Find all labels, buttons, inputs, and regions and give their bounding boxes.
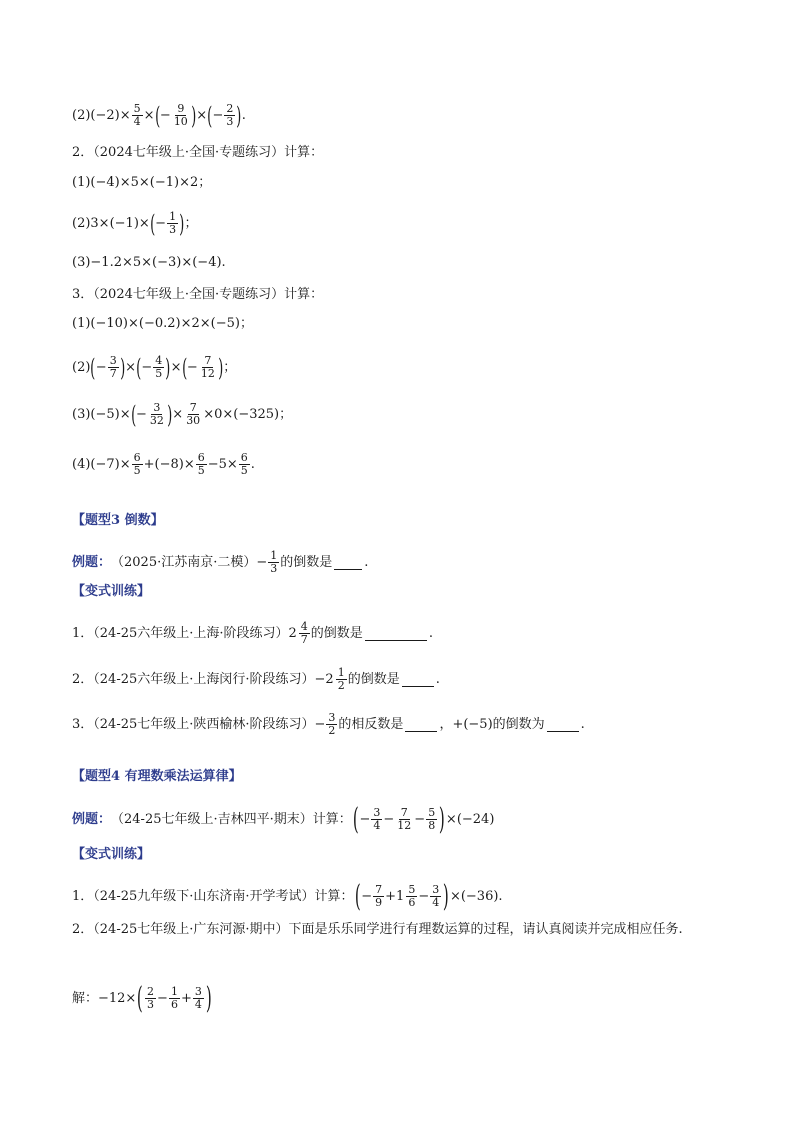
fraction xyxy=(224,103,235,128)
denominator: 4 xyxy=(373,819,381,832)
denominator: 30 xyxy=(186,414,201,427)
minus-sign: − xyxy=(95,359,107,375)
answer-blank[interactable] xyxy=(365,626,427,641)
numerator: 3 xyxy=(194,985,202,998)
plus-sign: + xyxy=(385,888,397,904)
denominator: 12 xyxy=(397,819,412,832)
question-3-title: 3．（2024七年级上·全国·专题练习）计算： xyxy=(72,287,324,302)
numerator: 2 xyxy=(226,102,234,115)
fraction xyxy=(108,355,119,380)
part-label: (2) xyxy=(72,359,91,375)
whole-part: −2 xyxy=(314,671,334,687)
left-paren: ( xyxy=(137,980,144,1016)
question-source: 2．（24-25六年级上·上海闵行·阶段练习） xyxy=(72,671,315,687)
period: . xyxy=(580,716,585,732)
fraction xyxy=(145,986,156,1011)
expr-tail: ×0×(−325)； xyxy=(203,406,293,422)
mixed-number xyxy=(396,884,418,909)
times-sign: × xyxy=(125,359,136,375)
minus-sign: − xyxy=(159,107,171,123)
fraction xyxy=(299,621,310,646)
times-sign: × xyxy=(170,359,182,375)
question-3-part-2 xyxy=(72,355,734,380)
period: . xyxy=(428,625,433,641)
denominator: 2 xyxy=(337,679,345,692)
answer-blank[interactable] xyxy=(402,672,434,687)
right-paren: ) xyxy=(205,980,212,1016)
numerator: 4 xyxy=(155,354,163,367)
period: . xyxy=(241,107,246,123)
numerator: 6 xyxy=(197,451,205,464)
fraction xyxy=(199,355,217,380)
section-3-variant-heading: 【变式训练】 xyxy=(72,584,151,599)
fraction xyxy=(406,884,417,909)
numerator: 9 xyxy=(177,102,185,115)
question-2-title: 2．（2024七年级上·全国·专题练习）计算： xyxy=(72,145,324,160)
minus-sign: − xyxy=(314,716,326,732)
period: . xyxy=(250,456,255,472)
denominator: 10 xyxy=(173,115,188,128)
section-3-variant-2 xyxy=(72,667,734,692)
numerator: 1 xyxy=(337,666,345,679)
left-paren: ( xyxy=(136,353,142,382)
denominator: 6 xyxy=(170,998,178,1011)
question-2-part-3: (3)−1.2×5×(−3)×(−4). xyxy=(72,255,226,270)
numerator: 4 xyxy=(300,620,308,633)
expr-prefix: (3)(−5)× xyxy=(72,406,131,422)
question-3-part-3 xyxy=(72,402,734,427)
question-text: 的相反数是 xyxy=(338,716,404,732)
question-source: 1．（24-25六年级上·上海·阶段练习） xyxy=(72,625,289,641)
left-paren: ( xyxy=(130,400,136,429)
denominator: 12 xyxy=(200,367,215,380)
example-label: 例题： xyxy=(72,811,112,827)
question-source: 1．（24-25九年级下·山东济南·开学考试）计算： xyxy=(72,888,354,904)
numerator: 3 xyxy=(109,354,117,367)
plus-sign: + xyxy=(180,990,192,1006)
expr-prefix: (2)3×(−1)× xyxy=(72,215,150,231)
example-source: （24-25七年级上·吉林四平·期末）计算： xyxy=(111,811,352,827)
numerator: 7 xyxy=(400,806,408,819)
fraction xyxy=(239,452,250,477)
fraction xyxy=(426,807,437,832)
numerator: 3 xyxy=(328,711,336,724)
fraction xyxy=(132,103,143,128)
numerator: 2 xyxy=(147,985,155,998)
times-sign: × xyxy=(143,107,155,123)
fraction xyxy=(184,402,202,427)
section-4-variant-2: 2．（24-25七年级上·广东河源·期中）下面是乐乐同学进行有理数运算的过程，请认真阅读并完成相应任务. xyxy=(72,922,683,937)
fraction xyxy=(336,667,347,692)
mixed-number xyxy=(315,667,348,692)
minus-sign: − xyxy=(418,888,430,904)
section-4-example xyxy=(72,801,734,837)
fraction xyxy=(326,712,337,737)
question-text: 的倒数是 xyxy=(310,625,363,641)
right-paren: ) xyxy=(179,209,185,238)
question-source: 3．（24-25七年级上·陕西榆林·阶段练习） xyxy=(72,716,315,732)
numerator: 3 xyxy=(153,401,161,414)
right-paren: ) xyxy=(165,353,171,382)
numerator: 5 xyxy=(408,883,416,896)
numerator: 1 xyxy=(170,985,178,998)
minus-sign: − xyxy=(256,554,268,570)
denominator: 4 xyxy=(133,115,141,128)
fraction xyxy=(167,211,178,236)
fraction xyxy=(132,452,143,477)
numerator: 1 xyxy=(169,210,177,223)
expr-tail: ×(−24) xyxy=(445,811,495,827)
minus-sign: − xyxy=(383,811,395,827)
answer-blank[interactable] xyxy=(334,555,362,570)
denominator: 8 xyxy=(428,819,436,832)
minus-sign: − xyxy=(155,215,167,231)
example-source: （2025·江苏南京·二模） xyxy=(111,554,257,570)
expr-tail: ×(−36). xyxy=(449,888,503,904)
denominator: 3 xyxy=(226,115,234,128)
minus-sign: − xyxy=(414,811,426,827)
times-sign: × xyxy=(196,107,208,123)
fraction xyxy=(371,807,382,832)
example-question: 的倒数是 xyxy=(280,554,333,570)
section-3-variant-3 xyxy=(72,712,734,737)
numerator: 7 xyxy=(375,883,383,896)
fraction xyxy=(153,355,164,380)
denominator: 32 xyxy=(149,414,164,427)
whole-part: 1 xyxy=(396,888,405,904)
minus-sign: − xyxy=(359,811,371,827)
mixed-number xyxy=(289,621,311,646)
numerator: 3 xyxy=(432,883,440,896)
denominator: 3 xyxy=(147,998,155,1011)
section-3-variant-1 xyxy=(72,621,734,646)
numerator: 3 xyxy=(373,806,381,819)
minus-sign: − xyxy=(212,107,224,123)
fraction xyxy=(169,986,180,1011)
semicolon: ； xyxy=(223,359,237,375)
right-paren: ) xyxy=(119,353,125,382)
question-3-part-1: (1)(−10)×(−0.2)×2×(−5)； xyxy=(72,316,253,331)
question-2-part-2 xyxy=(72,211,734,236)
denominator: 5 xyxy=(133,464,141,477)
denominator: 4 xyxy=(432,896,440,909)
fraction xyxy=(373,884,384,909)
denominator: 5 xyxy=(155,367,163,380)
fraction xyxy=(430,884,441,909)
section-3-heading: 【题型3 倒数】 xyxy=(72,513,164,528)
section-4-heading: 【题型4 有理数乘法运算律】 xyxy=(72,769,242,784)
denominator: 3 xyxy=(169,223,177,236)
right-paren: ) xyxy=(190,101,197,130)
period: . xyxy=(435,671,440,687)
denominator: 5 xyxy=(197,464,205,477)
example-label: 例题： xyxy=(72,554,112,570)
left-paren: ( xyxy=(90,353,96,382)
minus-sign: − xyxy=(157,990,168,1006)
question-text: 的倒数是 xyxy=(347,671,400,687)
semicolon: ； xyxy=(184,215,198,231)
right-paren: ) xyxy=(167,400,173,429)
section-3-example xyxy=(72,550,734,575)
fraction xyxy=(148,402,166,427)
expr-prefix: (2)(−2)× xyxy=(72,107,131,123)
denominator: 4 xyxy=(194,998,202,1011)
expr-mid: −5× xyxy=(207,456,238,472)
minus-sign: − xyxy=(361,888,373,904)
numerator: 6 xyxy=(240,451,248,464)
left-paren: ( xyxy=(154,101,160,130)
left-paren: ( xyxy=(352,801,359,837)
left-paren: ( xyxy=(181,353,187,382)
expr-prefix: (4)(−7)× xyxy=(72,456,131,472)
numerator: 6 xyxy=(133,451,141,464)
right-paren: ) xyxy=(439,801,445,837)
section-4-variant-1 xyxy=(72,878,734,914)
denominator: 3 xyxy=(270,562,278,575)
problem-1-part-2 xyxy=(72,103,734,128)
right-paren: ) xyxy=(236,101,242,130)
fraction xyxy=(196,452,207,477)
numerator: 5 xyxy=(428,806,436,819)
question-text: ，+(−5)的倒数为 xyxy=(439,716,545,732)
minus-sign: − xyxy=(141,359,153,375)
right-paren: ) xyxy=(443,878,450,914)
left-paren: ( xyxy=(149,209,156,238)
question-3-part-4 xyxy=(72,452,734,477)
answer-blank[interactable] xyxy=(547,717,579,732)
denominator: 9 xyxy=(375,896,383,909)
fraction xyxy=(193,986,204,1011)
fraction xyxy=(268,550,279,575)
right-paren: ) xyxy=(217,353,224,382)
answer-blank[interactable] xyxy=(405,717,437,732)
section-4-variant-heading: 【变式训练】 xyxy=(72,847,151,862)
denominator: 5 xyxy=(240,464,248,477)
left-paren: ( xyxy=(207,101,213,130)
denominator: 7 xyxy=(300,633,308,646)
minus-sign: − xyxy=(136,406,147,422)
period: . xyxy=(364,554,369,570)
numerator: 7 xyxy=(204,354,212,367)
solution-label: 解：−12× xyxy=(72,990,137,1006)
fraction xyxy=(172,103,190,128)
numerator: 7 xyxy=(189,401,197,414)
expr-mid: +(−8)× xyxy=(143,456,195,472)
solution-start xyxy=(72,980,734,1016)
denominator: 7 xyxy=(109,367,117,380)
minus-sign: − xyxy=(186,359,198,375)
numerator: 5 xyxy=(133,102,141,115)
denominator: 6 xyxy=(408,896,416,909)
times-sign: × xyxy=(172,406,184,422)
question-2-part-1: (1)(−4)×5×(−1)×2； xyxy=(72,175,212,190)
numerator: 1 xyxy=(270,549,278,562)
fraction xyxy=(395,807,413,832)
whole-part: 2 xyxy=(288,625,297,641)
denominator: 2 xyxy=(328,724,336,737)
left-paren: ( xyxy=(354,878,361,914)
